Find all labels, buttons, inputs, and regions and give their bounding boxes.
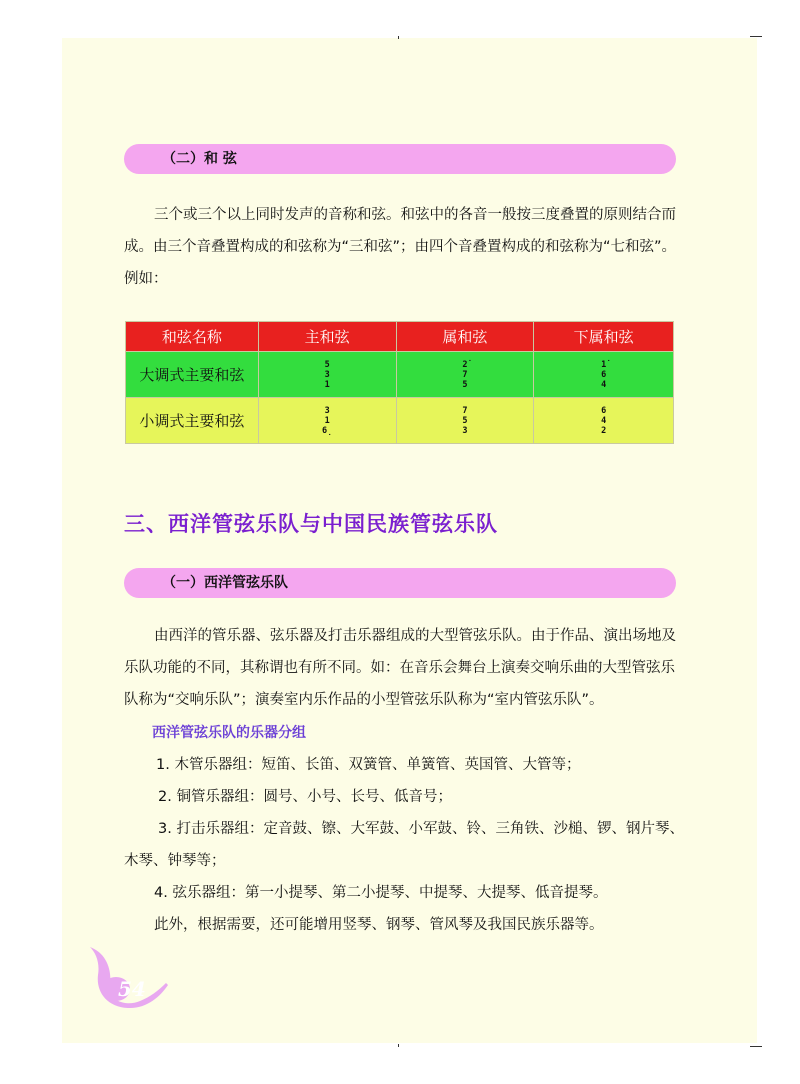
chord-notes: 5 3 1 — [258, 352, 396, 398]
chord-table — [125, 321, 674, 444]
table-header: 下属和弦 — [534, 322, 674, 352]
chord-section-title: （二）和 弦 — [162, 151, 237, 167]
chord-notes: 3 1 6̣ — [258, 398, 396, 444]
list-item: 3. 打击乐器组：定音鼓、镲、大军鼓、小军鼓、铃、三角铁、沙槌、锣、钢片琴、木琴、钟琴等； — [124, 821, 684, 869]
chord-notes: 1̇ 6 4 — [534, 352, 674, 398]
crop-mark — [750, 36, 762, 37]
chord-notes: 6 4 2 — [534, 398, 674, 444]
chord-notes: 2̇ 7 5 — [396, 352, 534, 398]
orchestra-main-heading: 三、西洋管弦乐队与中国民族管弦乐队 — [124, 512, 498, 536]
chord-name: 大调式主要和弦 — [126, 352, 259, 398]
page-number: 54 — [118, 977, 146, 1001]
chord-section-heading — [124, 144, 676, 174]
instrument-groups-title: 西洋管弦乐队的乐器分组 — [152, 725, 306, 741]
crop-mark — [398, 1044, 399, 1047]
table-header: 和弦名称 — [126, 322, 259, 352]
chord-notes: 7 5 3 — [396, 398, 534, 444]
chord-name: 小调式主要和弦 — [126, 398, 259, 444]
orchestra-section-title: （一）西洋管弦乐队 — [162, 575, 288, 591]
table-row — [126, 398, 674, 444]
list-item: 2. 铜管乐器组：圆号、小号、长号、低音号； — [158, 789, 452, 805]
crop-mark — [750, 1046, 762, 1047]
table-header-row — [126, 322, 674, 352]
orchestra-section-heading — [124, 568, 676, 598]
page-number-badge — [88, 945, 170, 1013]
list-item: 4. 弦乐器组：第一小提琴、第二小提琴、中提琴、大提琴、低音提琴。 — [154, 885, 608, 901]
table-header: 主和弦 — [258, 322, 396, 352]
table-row — [126, 352, 674, 398]
orchestra-paragraph: 由西洋的管乐器、弦乐器及打击乐器组成的大型管弦乐队。由于作品、演出场地及乐队功能的不同，其称谓也有所不同。如：在音乐会舞台上演奏交响乐曲的大型管弦乐队称为“交响乐队”；演奏室内乐作品的小型管弦乐队称为“室内管弦乐队”。 — [124, 628, 676, 708]
chord-paragraph: 三个或三个以上同时发声的音称和弦。和弦中的各音一般按三度叠置的原则结合而成。由三个音叠置构成的和弦称为“三和弦”；由四个音叠置构成的和弦称为“七和弦”。例如： — [124, 207, 677, 287]
note-paragraph: 此外，根据需要，还可能增用竖琴、钢琴、管风琴及我国民族乐器等。 — [154, 917, 604, 933]
list-item: 1. 木管乐器组：短笛、长笛、双簧管、单簧管、英国管、大管等； — [156, 757, 581, 773]
crop-mark — [398, 36, 399, 39]
table-header: 属和弦 — [396, 322, 534, 352]
